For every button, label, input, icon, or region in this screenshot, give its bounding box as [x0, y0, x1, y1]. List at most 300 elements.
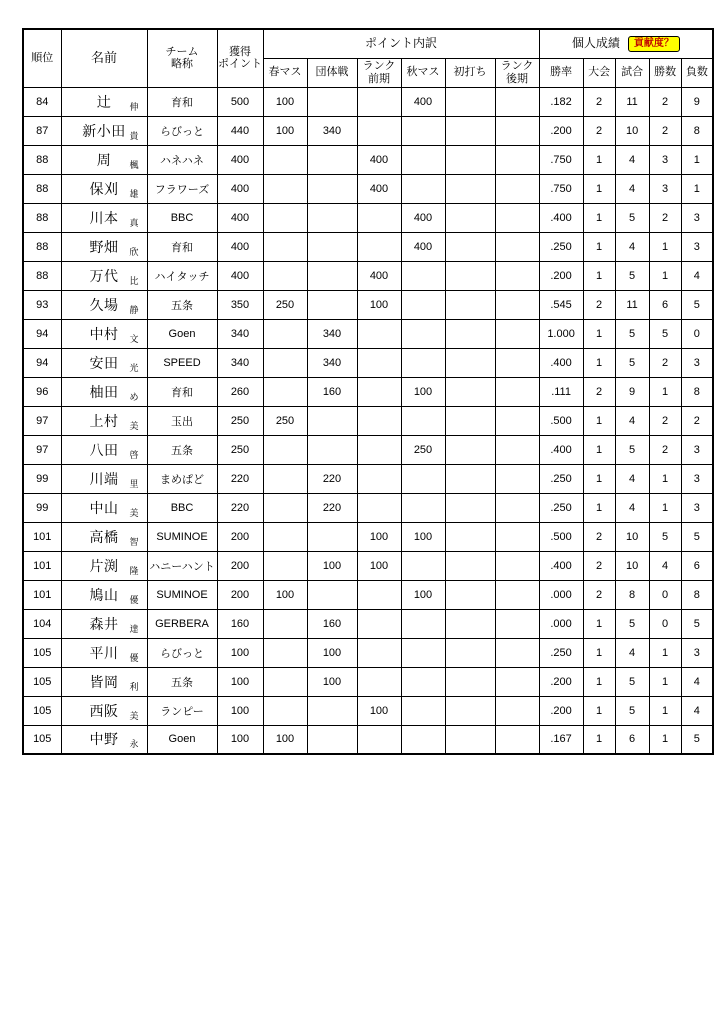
- cell-name: [61, 406, 147, 435]
- cell-rank: 96: [23, 377, 61, 406]
- cell-points: 200: [217, 580, 263, 609]
- table-row: [23, 580, 713, 609]
- table-row: [23, 638, 713, 667]
- cell-points: 340: [217, 319, 263, 348]
- cell-losses: 4: [681, 261, 713, 290]
- header-name: 名前: [61, 29, 147, 87]
- cell-points: 250: [217, 406, 263, 435]
- header-aki-mas: 秋マス: [401, 58, 445, 87]
- cell-matches: 4: [615, 145, 649, 174]
- player-name: 中村: [89, 325, 119, 342]
- table-row: [23, 319, 713, 348]
- cell-aki-mas: 100: [401, 522, 445, 551]
- cell-hatsuuchi: [445, 377, 495, 406]
- cell-rank-kouki: [495, 348, 539, 377]
- cell-rank-zenki: 400: [357, 174, 401, 203]
- cell-dantai-sen: [307, 580, 357, 609]
- table-row: [23, 290, 713, 319]
- cell-name: [61, 203, 147, 232]
- cell-dantai-sen: 340: [307, 319, 357, 348]
- cell-haru-mas: [263, 667, 307, 696]
- cell-rank: 99: [23, 464, 61, 493]
- cell-wins: 0: [649, 609, 681, 638]
- cell-losses: 5: [681, 290, 713, 319]
- cell-matches: 5: [615, 667, 649, 696]
- cell-rank-kouki: [495, 435, 539, 464]
- cell-team: 玉出: [147, 406, 217, 435]
- cell-name: [61, 319, 147, 348]
- cell-team: SUMINOE: [147, 522, 217, 551]
- cell-points: 250: [217, 435, 263, 464]
- cell-hatsuuchi: [445, 348, 495, 377]
- player-name-suffix: 楓: [129, 159, 139, 170]
- cell-dantai-sen: 160: [307, 377, 357, 406]
- table-row: [23, 145, 713, 174]
- player-name-suffix: 永: [129, 739, 139, 749]
- table-header: [23, 29, 713, 87]
- cell-wins: 2: [649, 406, 681, 435]
- table-row: [23, 87, 713, 116]
- cell-tournaments: 2: [583, 580, 615, 609]
- table-row: [23, 377, 713, 406]
- cell-team: 育和: [147, 232, 217, 261]
- player-name-suffix: 真: [129, 217, 139, 228]
- cell-matches: 11: [615, 87, 649, 116]
- cell-dantai-sen: [307, 87, 357, 116]
- cell-team: 五条: [147, 290, 217, 319]
- cell-rank: 94: [23, 319, 61, 348]
- cell-matches: 5: [615, 203, 649, 232]
- cell-rank-kouki: [495, 725, 539, 754]
- cell-points: 260: [217, 377, 263, 406]
- cell-tournaments: 1: [583, 667, 615, 696]
- cell-win-rate: .750: [539, 145, 583, 174]
- cell-tournaments: 1: [583, 696, 615, 725]
- cell-losses: 5: [681, 725, 713, 754]
- cell-name: [61, 435, 147, 464]
- cell-losses: 3: [681, 435, 713, 464]
- cell-win-rate: 1.000: [539, 319, 583, 348]
- cell-rank-kouki: [495, 580, 539, 609]
- cell-dantai-sen: [307, 261, 357, 290]
- cell-tournaments: 2: [583, 290, 615, 319]
- cell-team: 育和: [147, 87, 217, 116]
- cell-win-rate: .250: [539, 232, 583, 261]
- cell-haru-mas: [263, 377, 307, 406]
- contribution-badge[interactable]: 貢献度？: [628, 36, 680, 52]
- cell-matches: 5: [615, 696, 649, 725]
- table-row: [23, 232, 713, 261]
- cell-points: 400: [217, 174, 263, 203]
- cell-win-rate: .000: [539, 580, 583, 609]
- cell-rank-kouki: [495, 290, 539, 319]
- player-name: 新小田: [82, 122, 126, 139]
- header-rank-kouki: ランク 後期: [495, 58, 539, 87]
- player-name: 八田: [89, 441, 119, 458]
- cell-tournaments: 1: [583, 232, 615, 261]
- cell-rank-zenki: 400: [357, 261, 401, 290]
- cell-name: [61, 232, 147, 261]
- cell-wins: 4: [649, 551, 681, 580]
- player-name-suffix: 智: [129, 536, 139, 547]
- ranking-sheet: [22, 28, 708, 755]
- cell-hatsuuchi: [445, 261, 495, 290]
- cell-team: 五条: [147, 667, 217, 696]
- cell-rank-kouki: [495, 406, 539, 435]
- cell-rank-zenki: [357, 435, 401, 464]
- cell-rank-zenki: [357, 638, 401, 667]
- cell-hatsuuchi: [445, 609, 495, 638]
- cell-rank-kouki: [495, 203, 539, 232]
- cell-rank-zenki: [357, 464, 401, 493]
- cell-losses: 6: [681, 551, 713, 580]
- player-name: 中野: [89, 731, 119, 748]
- cell-win-rate: .167: [539, 725, 583, 754]
- header-dantai-sen: 団体戦: [307, 58, 357, 87]
- cell-matches: 10: [615, 551, 649, 580]
- cell-team: まめぱど: [147, 464, 217, 493]
- cell-wins: 1: [649, 696, 681, 725]
- cell-rank-zenki: 100: [357, 696, 401, 725]
- cell-wins: 5: [649, 522, 681, 551]
- header-row-group: [23, 29, 713, 58]
- player-name: 保刈: [89, 180, 119, 197]
- player-name-suffix: 優: [129, 652, 139, 663]
- cell-dantai-sen: [307, 522, 357, 551]
- cell-points: 400: [217, 232, 263, 261]
- cell-hatsuuchi: [445, 667, 495, 696]
- cell-rank-kouki: [495, 667, 539, 696]
- cell-haru-mas: 100: [263, 580, 307, 609]
- cell-haru-mas: [263, 638, 307, 667]
- player-name-suffix: 雄: [129, 188, 139, 199]
- cell-rank-kouki: [495, 145, 539, 174]
- cell-wins: 1: [649, 493, 681, 522]
- cell-hatsuuchi: [445, 522, 495, 551]
- cell-haru-mas: [263, 261, 307, 290]
- cell-dantai-sen: 220: [307, 493, 357, 522]
- cell-team: SUMINOE: [147, 580, 217, 609]
- cell-team: BBC: [147, 493, 217, 522]
- cell-rank-kouki: [495, 464, 539, 493]
- header-losses: 負数: [681, 58, 713, 87]
- cell-hatsuuchi: [445, 174, 495, 203]
- cell-team: Goen: [147, 319, 217, 348]
- cell-rank-zenki: [357, 116, 401, 145]
- cell-aki-mas: 400: [401, 203, 445, 232]
- cell-wins: 1: [649, 464, 681, 493]
- cell-aki-mas: 400: [401, 87, 445, 116]
- cell-losses: 3: [681, 203, 713, 232]
- cell-wins: 3: [649, 174, 681, 203]
- cell-team: らびっと: [147, 638, 217, 667]
- player-name-suffix: 美: [129, 710, 139, 721]
- cell-points: 340: [217, 348, 263, 377]
- table-row: [23, 203, 713, 232]
- header-rank-zenki: ランク 前期: [357, 58, 401, 87]
- cell-matches: 11: [615, 290, 649, 319]
- cell-hatsuuchi: [445, 232, 495, 261]
- header-win-rate: 勝率: [539, 58, 583, 87]
- table-row: [23, 464, 713, 493]
- cell-rank-zenki: [357, 232, 401, 261]
- player-name-suffix: 啓: [129, 449, 139, 460]
- cell-points: 500: [217, 87, 263, 116]
- cell-win-rate: .500: [539, 522, 583, 551]
- cell-haru-mas: 100: [263, 87, 307, 116]
- cell-hatsuuchi: [445, 638, 495, 667]
- cell-team: 育和: [147, 377, 217, 406]
- cell-matches: 6: [615, 725, 649, 754]
- cell-losses: 4: [681, 696, 713, 725]
- cell-wins: 0: [649, 580, 681, 609]
- cell-rank-zenki: [357, 203, 401, 232]
- cell-losses: 3: [681, 464, 713, 493]
- cell-points: 200: [217, 522, 263, 551]
- cell-matches: 4: [615, 174, 649, 203]
- cell-rank-zenki: [357, 725, 401, 754]
- cell-hatsuuchi: [445, 145, 495, 174]
- cell-rank: 84: [23, 87, 61, 116]
- cell-hatsuuchi: [445, 203, 495, 232]
- cell-losses: 9: [681, 87, 713, 116]
- cell-points: 220: [217, 464, 263, 493]
- cell-haru-mas: [263, 551, 307, 580]
- cell-rank: 105: [23, 638, 61, 667]
- cell-aki-mas: [401, 464, 445, 493]
- cell-rank-zenki: [357, 493, 401, 522]
- cell-losses: 8: [681, 116, 713, 145]
- table-row: [23, 174, 713, 203]
- cell-rank: 105: [23, 667, 61, 696]
- cell-rank-zenki: [357, 348, 401, 377]
- cell-matches: 5: [615, 261, 649, 290]
- cell-rank-zenki: [357, 87, 401, 116]
- cell-wins: 6: [649, 290, 681, 319]
- cell-aki-mas: [401, 609, 445, 638]
- cell-tournaments: 1: [583, 261, 615, 290]
- cell-tournaments: 2: [583, 377, 615, 406]
- cell-tournaments: 1: [583, 174, 615, 203]
- table-row: [23, 406, 713, 435]
- cell-matches: 4: [615, 406, 649, 435]
- cell-name: [61, 464, 147, 493]
- cell-losses: 8: [681, 580, 713, 609]
- cell-rank: 105: [23, 696, 61, 725]
- cell-tournaments: 2: [583, 522, 615, 551]
- player-name-suffix: 静: [129, 304, 139, 315]
- player-name: 森井: [89, 615, 119, 632]
- cell-hatsuuchi: [445, 551, 495, 580]
- cell-rank-kouki: [495, 638, 539, 667]
- player-name-suffix: 達: [129, 623, 139, 634]
- cell-wins: 1: [649, 232, 681, 261]
- cell-rank-kouki: [495, 551, 539, 580]
- player-name: 川端: [89, 470, 119, 487]
- cell-rank-kouki: [495, 319, 539, 348]
- header-rank: 順位: [23, 29, 61, 87]
- cell-matches: 5: [615, 609, 649, 638]
- cell-dantai-sen: 340: [307, 348, 357, 377]
- player-name-suffix: 比: [129, 275, 139, 286]
- cell-matches: 5: [615, 319, 649, 348]
- cell-haru-mas: [263, 464, 307, 493]
- cell-rank-zenki: [357, 377, 401, 406]
- cell-rank: 97: [23, 406, 61, 435]
- cell-hatsuuchi: [445, 87, 495, 116]
- table-row: [23, 609, 713, 638]
- cell-rank: 101: [23, 551, 61, 580]
- cell-rank-zenki: [357, 319, 401, 348]
- cell-rank: 99: [23, 493, 61, 522]
- player-name-suffix: 文: [129, 333, 139, 344]
- cell-team: SPEED: [147, 348, 217, 377]
- player-name-suffix: 光: [129, 362, 139, 373]
- cell-haru-mas: [263, 435, 307, 464]
- cell-team: 五条: [147, 435, 217, 464]
- cell-haru-mas: [263, 319, 307, 348]
- cell-win-rate: .500: [539, 406, 583, 435]
- player-name: 片渕: [89, 557, 119, 574]
- cell-losses: 2: [681, 406, 713, 435]
- cell-dantai-sen: [307, 435, 357, 464]
- cell-points: 100: [217, 696, 263, 725]
- ranking-table: [22, 28, 714, 755]
- cell-wins: 1: [649, 261, 681, 290]
- cell-wins: 2: [649, 435, 681, 464]
- cell-rank: 94: [23, 348, 61, 377]
- cell-aki-mas: 100: [401, 377, 445, 406]
- cell-haru-mas: 100: [263, 725, 307, 754]
- cell-haru-mas: [263, 348, 307, 377]
- cell-team: ランピー: [147, 696, 217, 725]
- cell-rank-zenki: [357, 406, 401, 435]
- cell-rank: 104: [23, 609, 61, 638]
- cell-team: GERBERA: [147, 609, 217, 638]
- player-name: 川本: [89, 209, 119, 226]
- player-name: 皆岡: [89, 673, 119, 690]
- cell-matches: 8: [615, 580, 649, 609]
- cell-aki-mas: [401, 261, 445, 290]
- player-name: 野畑: [89, 238, 119, 255]
- cell-rank: 93: [23, 290, 61, 319]
- cell-dantai-sen: 100: [307, 551, 357, 580]
- cell-hatsuuchi: [445, 319, 495, 348]
- cell-name: [61, 551, 147, 580]
- table-row: [23, 522, 713, 551]
- cell-dantai-sen: [307, 696, 357, 725]
- table-body: [23, 87, 713, 754]
- player-name: 鳩山: [89, 586, 119, 603]
- cell-matches: 4: [615, 464, 649, 493]
- cell-rank-kouki: [495, 609, 539, 638]
- cell-rank: 88: [23, 261, 61, 290]
- cell-haru-mas: [263, 609, 307, 638]
- cell-aki-mas: [401, 348, 445, 377]
- player-name-suffix: 貴: [129, 130, 139, 141]
- player-name: 久場: [89, 296, 119, 313]
- cell-win-rate: .400: [539, 348, 583, 377]
- cell-rank: 97: [23, 435, 61, 464]
- cell-name: [61, 493, 147, 522]
- cell-wins: 2: [649, 203, 681, 232]
- cell-hatsuuchi: [445, 725, 495, 754]
- cell-dantai-sen: [307, 203, 357, 232]
- player-name-suffix: 美: [129, 420, 139, 431]
- cell-aki-mas: [401, 116, 445, 145]
- cell-team: フラワーズ: [147, 174, 217, 203]
- cell-rank-kouki: [495, 377, 539, 406]
- cell-rank: 88: [23, 145, 61, 174]
- cell-rank-kouki: [495, 261, 539, 290]
- cell-aki-mas: [401, 145, 445, 174]
- cell-haru-mas: 100: [263, 116, 307, 145]
- cell-name: [61, 145, 147, 174]
- cell-hatsuuchi: [445, 406, 495, 435]
- cell-win-rate: .250: [539, 638, 583, 667]
- cell-rank-kouki: [495, 116, 539, 145]
- player-name: 高橋: [89, 528, 119, 545]
- cell-hatsuuchi: [445, 696, 495, 725]
- table-row: [23, 116, 713, 145]
- cell-aki-mas: 250: [401, 435, 445, 464]
- cell-name: [61, 87, 147, 116]
- player-name: 万代: [89, 267, 119, 284]
- player-name-suffix: 利: [129, 681, 139, 692]
- cell-win-rate: .200: [539, 667, 583, 696]
- cell-tournaments: 2: [583, 87, 615, 116]
- cell-matches: 4: [615, 232, 649, 261]
- cell-wins: 2: [649, 348, 681, 377]
- cell-losses: 4: [681, 667, 713, 696]
- cell-losses: 1: [681, 145, 713, 174]
- cell-team: BBC: [147, 203, 217, 232]
- cell-aki-mas: [401, 174, 445, 203]
- cell-haru-mas: 250: [263, 406, 307, 435]
- player-name-suffix: 欣: [129, 246, 139, 257]
- cell-rank-kouki: [495, 522, 539, 551]
- cell-tournaments: 1: [583, 725, 615, 754]
- cell-name: [61, 667, 147, 696]
- table-row: [23, 348, 713, 377]
- cell-win-rate: .200: [539, 116, 583, 145]
- cell-team: ハイタッチ: [147, 261, 217, 290]
- cell-dantai-sen: [307, 232, 357, 261]
- cell-name: [61, 348, 147, 377]
- cell-tournaments: 1: [583, 609, 615, 638]
- cell-losses: 0: [681, 319, 713, 348]
- player-name: 西阪: [89, 702, 119, 719]
- cell-tournaments: 1: [583, 464, 615, 493]
- cell-name: [61, 580, 147, 609]
- cell-name: [61, 116, 147, 145]
- cell-name: [61, 725, 147, 754]
- cell-aki-mas: 400: [401, 232, 445, 261]
- cell-haru-mas: [263, 493, 307, 522]
- cell-matches: 4: [615, 493, 649, 522]
- cell-haru-mas: [263, 522, 307, 551]
- cell-tournaments: 1: [583, 406, 615, 435]
- cell-wins: 1: [649, 638, 681, 667]
- cell-dantai-sen: 100: [307, 638, 357, 667]
- cell-rank: 105: [23, 725, 61, 754]
- cell-matches: 4: [615, 638, 649, 667]
- header-personal-label: 個人成績: [571, 36, 620, 51]
- header-points: 獲得 ポイント: [217, 29, 263, 87]
- cell-tournaments: 1: [583, 638, 615, 667]
- cell-points: 100: [217, 638, 263, 667]
- header-group-personal-record: [539, 29, 713, 58]
